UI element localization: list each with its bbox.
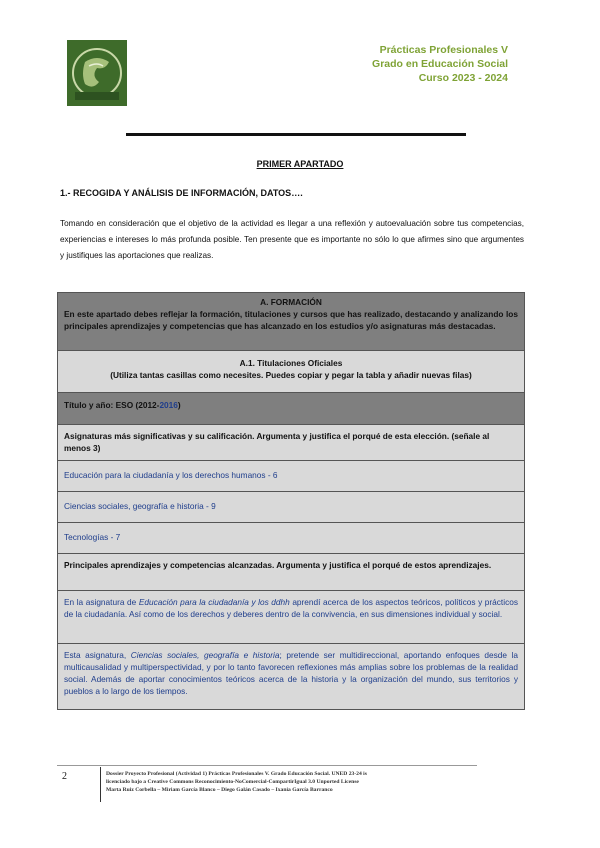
footer-line-2: licenciado bajo a Creative Commons Reconocimiento-NoComercial-CompartirIgual 3.0 Unported License	[106, 779, 359, 785]
aprendizaje-1-subject: Educación para la ciudadanía y los ddhh	[138, 597, 290, 607]
asignaturas-prompt-cell: Asignaturas más significativas y su calificación. Argumenta y justifica el porqué de esta elección. (señale al menos 3)	[58, 425, 524, 461]
asignatura-3-cell[interactable]: Tecnologías - 7	[58, 523, 524, 554]
aprendizaje-1-post: aprendí acerca de los aspectos teóricos, políticos y prácticos de la ciudadanía. Así como de los derechos y deberes dentro de la convivencia, en sus dimensiones individual y social.	[64, 597, 518, 619]
document-header	[372, 43, 508, 85]
formacion-title: A. FORMACIÓN	[260, 297, 322, 307]
header-academic-year: Curso 2023 - 2024	[418, 72, 508, 84]
section-title: PRIMER APARTADO	[256, 159, 344, 169]
titulo-label: Título y año: ESO (2012-	[64, 400, 160, 410]
footer-divider	[57, 765, 477, 766]
aprendizajes-prompt-cell: Principales aprendizajes y competencias alcanzadas. Argumenta y justifica el porqué de estos aprendizajes.	[58, 554, 524, 591]
aprendizaje-1-cell[interactable]	[58, 591, 524, 644]
footer-license-text	[106, 770, 506, 794]
header-divider	[126, 133, 466, 136]
titulaciones-description: (Utiliza tantas casillas como necesites. Puedes copiar y pegar la tabla y añadir nuevas filas)	[110, 370, 472, 380]
footer-authors: Marta Ruiz Corbella – Miriam García Blanco – Diego Galán Casado – Ixania García Barranco	[106, 787, 333, 793]
footer-vertical-rule	[100, 767, 101, 802]
titulo-close: )	[177, 400, 181, 410]
titulaciones-header-cell	[58, 351, 524, 393]
footer-line-1: Dossier Proyecto Profesional (Actividad 1) Prácticas Profesionales V. Grado Educación Social. UNED 23-24 is	[106, 771, 367, 777]
header-course-name: Prácticas Profesionales V	[379, 44, 508, 56]
asignatura-2-cell[interactable]: Ciencias sociales, geografía e historia - 9	[58, 492, 524, 523]
aprendizaje-1-pre: En la asignatura de	[64, 597, 139, 607]
aprendizaje-2-pre: Esta asignatura,	[64, 650, 131, 660]
asignatura-1-cell[interactable]: Educación para la ciudadanía y los derechos humanos - 6	[58, 461, 524, 492]
header-degree: Grado en Educación Social	[372, 58, 508, 70]
formacion-description: En este apartado debes reflejar la formación, titulaciones y cursos que has realizado, destacando y analizando los principales aprendizajes y competencias que has alcanzado en los estudios y/o asignaturas más destacadas.	[64, 309, 518, 331]
titulo-year: 2016	[159, 400, 178, 410]
university-seal-logo	[67, 40, 127, 106]
titulo-cell[interactable]	[58, 393, 524, 425]
formacion-table	[57, 292, 525, 710]
page-number: 2	[62, 771, 67, 782]
section-heading: 1.- RECOGIDA Y ANÁLISIS DE INFORMACIÓN, DATOS….	[60, 188, 303, 198]
aprendizaje-2-cell[interactable]	[58, 644, 524, 710]
intro-paragraph: Tomando en consideración que el objetivo de la actividad es llegar a una reflexión y autoevaluación sobre tus competencias, experiencias e intereses lo más profunda posible. Ten presente que es importante no sólo lo que afirmes sino que argumentes y justifiques las aportaciones que realizas.	[60, 219, 524, 260]
aprendizaje-2-subject: Ciencias sociales, geografía e historia	[130, 650, 280, 660]
formacion-header-cell	[58, 293, 524, 351]
aprendizaje-2-post: ; pretende ser multidireccional, aportando enfoques desde la multicausalidad y multiperspectividad, y por lo tanto favorecen reflexiones más amplias sobre los problemas de la realidad social. Además de aportar conocimientos teóricos acerca de la historia y la organización del mundo, sus territorios y pueblos a lo largo de los tiempos.	[64, 650, 519, 696]
titulaciones-title: A.1. Titulaciones Oficiales	[239, 358, 343, 368]
